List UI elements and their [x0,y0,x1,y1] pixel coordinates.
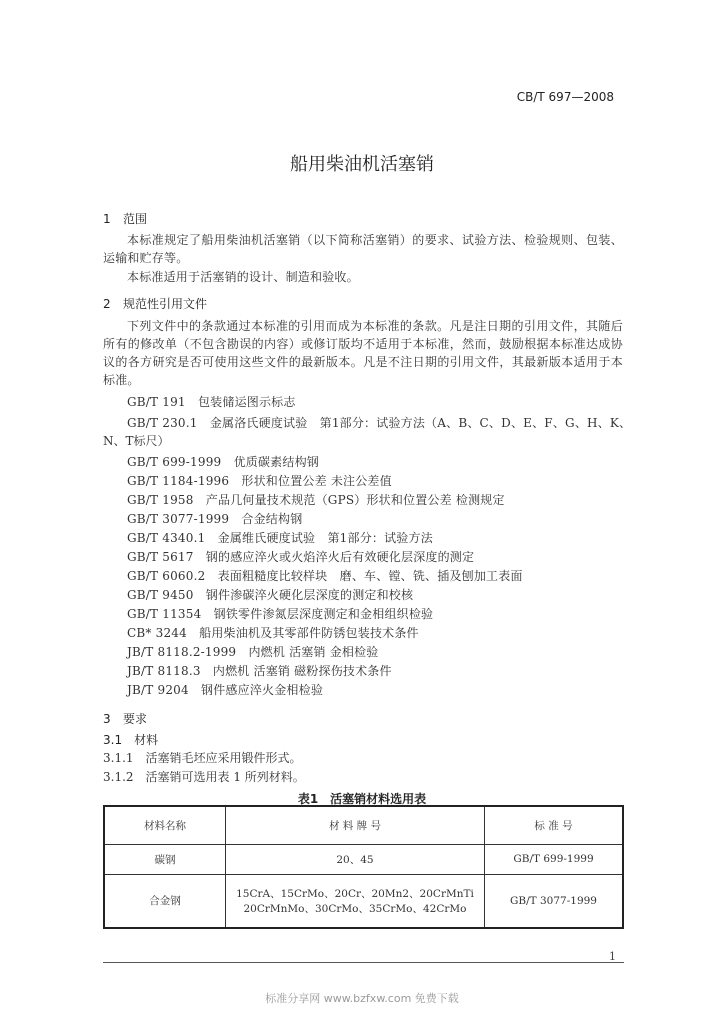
footer-divider [103,962,624,963]
cell-standard: GB/T 3077-1999 [485,874,623,928]
ref-item: JB/T 8118.3 内燃机 活塞销 磁粉探伤技术条件 [127,664,392,678]
section-1-heading [103,210,147,227]
ref-item: GB/T 6060.2 表面粗糙度比较样块 磨、车、镗、铣、插及刨加工表面 [127,569,523,583]
ref-item: GB/T 230.1 金属洛氏硬度试验 第1部分：试验方法（A、B、C、D、E、F、G、H、K、 [127,416,632,430]
section-2-number: 2 [103,297,111,311]
grade-line: 20CrMnMo、30CrMo、35CrMo、42CrMo [243,902,467,915]
cell-material-name: 合金钢 [104,874,225,928]
grade-line: 15CrA、15CrMo、20Cr、20Mn2、20CrMnTi [236,887,474,900]
section-2-paragraph-1: 下列文件中的条款通过本标准的引用而成为本标准的条款。凡是注日期的引用文件，其随后所有的修改单（不包含勘误的内容）或修订版均不适用于本标准，然而，鼓励根据本标准达成协议的各方研究是否可使用这些文件的最新版本。凡是不注日期的引用文件，其最新版本适用于本标准。 [103,319,623,387]
section-3-title: 要求 [123,712,148,726]
cell-grade [225,874,484,928]
ref-item-continuation: N、T标尺） [103,434,170,448]
page-number: 1 [609,950,616,963]
ref-item: GB/T 11354 钢铁零件渗氮层深度测定和金相组织检验 [127,607,434,621]
table-row [104,874,623,928]
section-1-number: 1 [103,212,111,226]
ref-item: GB/T 4340.1 金属维氏硬度试验 第1部分：试验方法 [127,531,433,545]
ref-item: JB/T 9204 钢件感应淬火金相检验 [127,683,324,697]
material-table [103,805,624,929]
footer-watermark: 标准分享网 www.bzfxw.com 免费下载 [265,992,459,1005]
cell-grade: 20、45 [225,844,484,874]
section-3-heading [103,710,147,727]
ref-item: GB/T 1958 产品几何量技术规范（GPS）形状和位置公差 检测规定 [127,493,505,507]
section-3-1-heading: 3.1 材料 [103,733,159,747]
ref-item: CB* 3244 船用柴油机及其零部件防锈包装技术条件 [127,626,419,640]
section-1-paragraph-1: 本标准规定了船用柴油机活塞销（以下简称活塞销）的要求、试验方法、检验规则、包装、运输和贮存等。 [103,233,623,265]
standard-code: CB/T 697—2008 [516,90,614,104]
column-header-material-name: 材料名称 [104,806,225,844]
section-2-heading [103,295,207,312]
ref-item: GB/T 3077-1999 合金结构钢 [127,512,303,526]
ref-item: JB/T 8118.2-1999 内燃机 活塞销 金相检验 [127,645,379,659]
table-row [104,844,623,874]
table-header-row [104,806,623,844]
ref-item: GB/T 191 包装储运图示标志 [127,395,296,409]
section-2-title: 规范性引用文件 [123,297,208,311]
ref-item: GB/T 9450 钢件渗碳淬火硬化层深度的测定和校核 [127,588,414,602]
ref-item: GB/T 5617 钢的感应淬火或火焰淬火后有效硬化层深度的测定 [127,550,475,564]
clause-3-1-1: 3.1.1 活塞销毛坯应采用锻件形式。 [103,751,302,765]
section-1-paragraph-2: 本标准适用于活塞销的设计、制造和验收。 [127,270,359,284]
clause-3-1-2: 3.1.2 活塞销可选用表 1 所列材料。 [103,770,305,784]
page-title: 船用柴油机活塞销 [290,154,434,175]
column-header-grade: 材 料 牌 号 [225,806,484,844]
section-3-number: 3 [103,712,111,726]
cell-standard: GB/T 699-1999 [485,844,623,874]
ref-item: GB/T 699-1999 优质碳素结构钢 [127,455,319,469]
table-caption: 表1 活塞销材料选用表 [297,792,427,806]
ref-item: GB/T 1184-1996 形状和位置公差 未注公差值 [127,474,392,488]
column-header-standard: 标 准 号 [485,806,623,844]
section-1-title: 范围 [123,212,148,226]
cell-material-name: 碳钢 [104,844,225,874]
